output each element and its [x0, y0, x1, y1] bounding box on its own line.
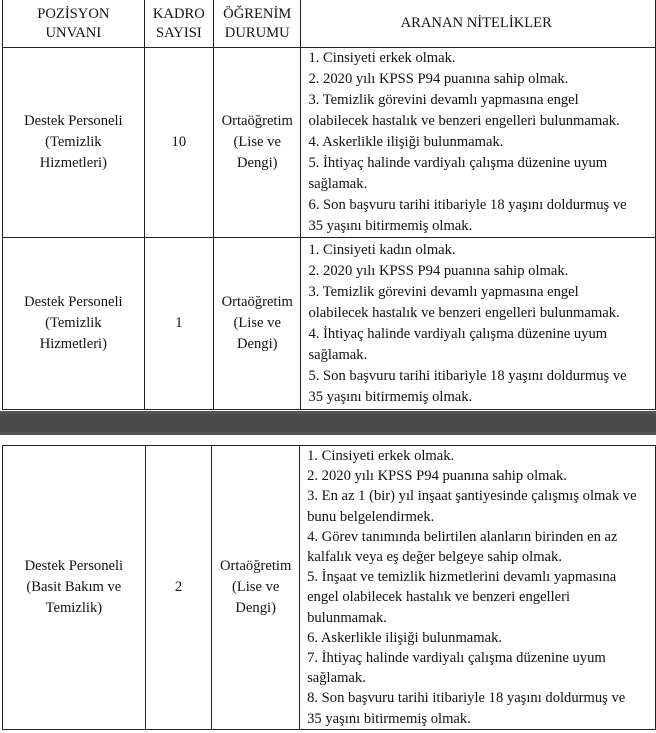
requirements-cell	[301, 48, 656, 238]
education-line: (Lise ve	[233, 315, 281, 331]
requirement-line: 4. İhtiyaç halinde vardiyalı çalışma düzenine uyum	[308, 325, 608, 342]
table-row	[3, 238, 656, 410]
count-cell: 2	[145, 446, 212, 730]
count-cell: 10	[144, 48, 213, 238]
table-row	[3, 446, 656, 730]
requirement-line: 8. Son başvuru tarihi itibariyle 18 yaşını doldurmuş ve	[307, 690, 626, 707]
position-line: (Temizlik	[45, 134, 102, 150]
education-line: (Lise ve	[231, 578, 280, 595]
header-position	[3, 0, 145, 48]
requirements-cell	[301, 238, 656, 410]
education-cell	[212, 446, 300, 730]
requirement-line: 7. İhtiyaç halinde vardiyalı çalışma düzenine uyum	[307, 650, 606, 667]
requirement-line: olabilecek hastalık ve benzeri engelleri bulunmamak.	[308, 113, 620, 129]
header-position-line: UNVANI	[45, 24, 102, 41]
header-education-line: DURUMU	[224, 24, 290, 41]
requirement-line: 2. 2020 yılı KPSS P94 puanına sahip olmak.	[307, 468, 567, 485]
position-line: Temizlik)	[45, 599, 103, 616]
header-requirements	[301, 0, 656, 48]
requirement-line: 6. Son başvuru tarihi itibariyle 18 yaşını doldurmuş ve	[308, 197, 627, 213]
education-line: (Lise ve	[233, 134, 281, 150]
requirement-line: 2. 2020 yılı KPSS P94 puanına sahip olmak.	[308, 71, 569, 87]
table-header-row	[3, 0, 656, 48]
requirement-line: sağlamak.	[307, 670, 366, 687]
requirement-line: 5. İnşaat ve temizlik hizmetlerini devamlı yapmasına	[307, 569, 617, 586]
position-line: (Basit Bakım ve	[26, 578, 122, 595]
requirement-line: 5. Son başvuru tarihi itibariyle 18 yaşını doldurmuş ve	[308, 367, 627, 384]
education-line: Dengi)	[236, 336, 278, 352]
requirement-line: 1. Cinsiyeti kadın olmak.	[308, 241, 456, 258]
requirement-line: 2. 2020 yılı KPSS P94 puanına sahip olmak.	[308, 262, 569, 279]
position-cell	[3, 446, 146, 730]
requirement-line: sağlamak.	[308, 346, 368, 363]
header-position-line: POZİSYON	[37, 5, 110, 22]
education-line: Dengi)	[235, 599, 276, 616]
requirement-line: 3. Temizlik görevini devamlı yapmasına engel	[308, 92, 579, 108]
page-break-band	[0, 414, 656, 432]
position-cell	[3, 48, 145, 238]
positions-table-top	[2, 0, 656, 410]
header-count-line: KADRO	[152, 5, 205, 22]
header-count	[144, 0, 213, 48]
requirement-line: sağlamak.	[308, 176, 368, 192]
requirement-line: 5. İhtiyaç halinde vardiyalı çalışma düzenine uyum	[308, 155, 608, 171]
requirement-line: olabilecek hastalık ve benzeri engelleri bulunmamak.	[308, 304, 620, 321]
position-line: Destek Personeli	[24, 294, 123, 310]
requirement-line: kalfalık veya eş değer belgeye sahip olmak.	[307, 549, 562, 566]
header-count-line: SAYISI	[155, 24, 202, 41]
header-education-line: ÖĞRENİM	[223, 5, 292, 22]
position-cell	[3, 238, 145, 410]
education-line: Dengi)	[236, 155, 278, 171]
requirement-line: 35 yaşını bitirmemiş olmak.	[308, 218, 473, 234]
requirement-line: 3. En az 1 (bir) yıl inşaat şantiyesinde çalışmış olmak ve	[307, 488, 637, 505]
table-row	[3, 48, 656, 238]
count-cell: 1	[144, 238, 213, 410]
education-cell	[214, 238, 301, 410]
requirements-cell	[300, 446, 656, 730]
requirement-line: 4. Görev tanımında belirtilen alanların birinden en az	[307, 528, 618, 545]
education-line: Ortaöğretim	[220, 557, 292, 574]
requirement-line: 1. Cinsiyeti erkek olmak.	[308, 50, 456, 66]
position-line: Destek Personeli	[24, 557, 124, 574]
requirement-line: 1. Cinsiyeti erkek olmak.	[307, 448, 455, 464]
header-requirements-label: ARANAN NİTELİKLER	[400, 15, 552, 31]
requirement-line: 35 yaşını bitirmemiş olmak.	[307, 710, 471, 727]
page-break-separator	[0, 411, 656, 435]
education-line: Ortaöğretim	[221, 113, 293, 129]
position-line: Hizmetleri)	[39, 336, 107, 352]
header-education	[214, 0, 301, 48]
position-line: Hizmetleri)	[39, 155, 107, 171]
positions-table-bottom	[2, 445, 656, 730]
education-cell	[214, 48, 301, 238]
position-line: (Temizlik	[45, 315, 102, 331]
requirement-line: 3. Temizlik görevini devamlı yapmasına engel	[308, 283, 579, 300]
requirement-line: bunu belgelendirmek.	[307, 508, 435, 525]
requirement-line: 4. Askerlikle ilişiği bulunmamak.	[308, 134, 504, 150]
education-line: Ortaöğretim	[221, 294, 293, 310]
requirement-line: 35 yaşını bitirmemiş olmak.	[308, 388, 473, 405]
position-line: Destek Personeli	[24, 113, 123, 129]
requirement-line: engel olabilecek hastalık ve benzeri engelleri	[307, 589, 571, 606]
requirement-line: bulunmamak.	[307, 609, 387, 626]
requirement-line: 6. Askerlikle ilişiği bulunmamak.	[307, 629, 503, 646]
